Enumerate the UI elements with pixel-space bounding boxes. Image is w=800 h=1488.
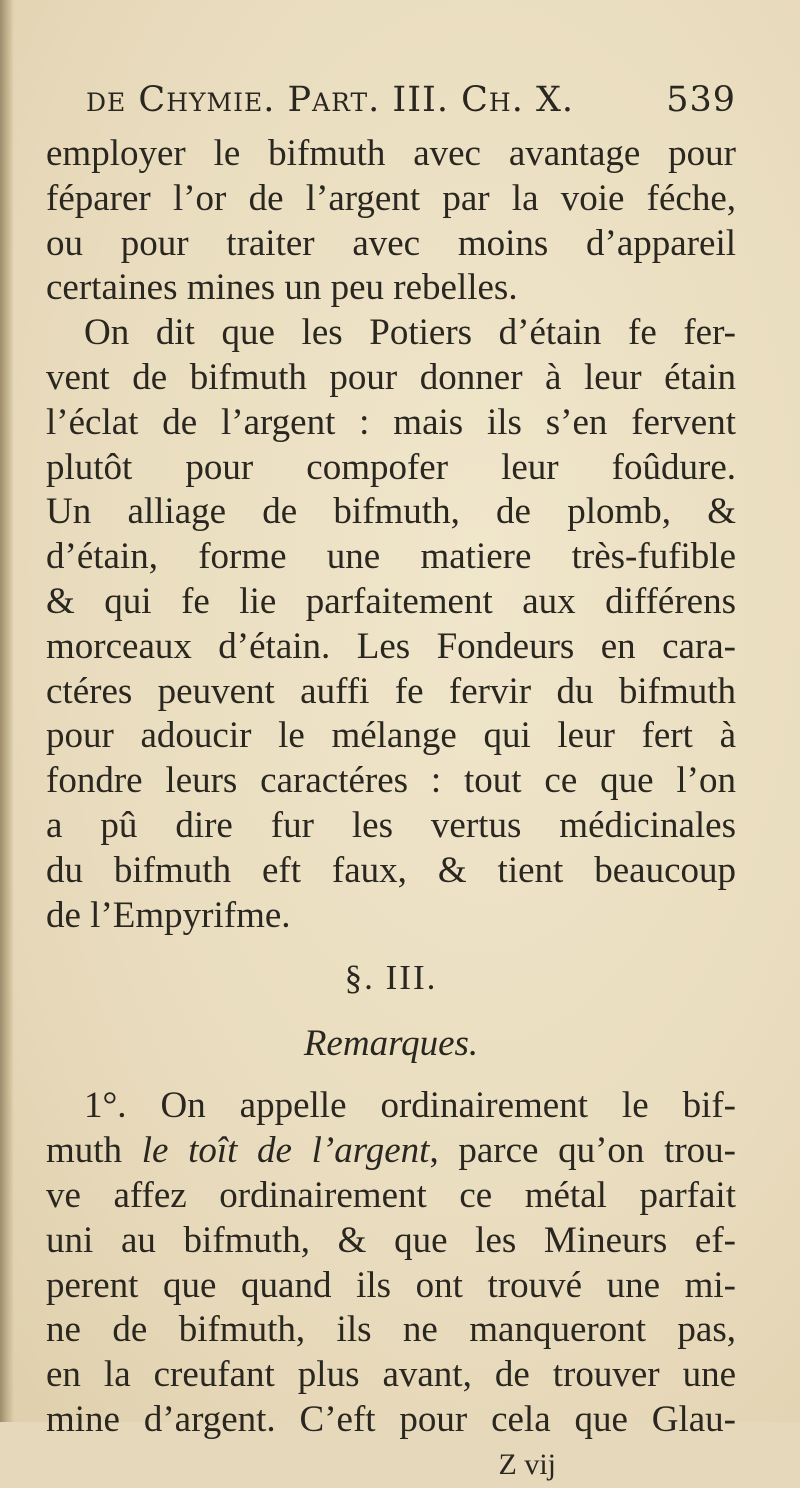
body-text: [46, 132, 736, 1488]
text-line: d’étain, forme une matiere très-fufible: [46, 536, 736, 578]
text-line: & qui fe lie parfaitement aux différens: [46, 580, 736, 622]
page-number: 539: [666, 80, 736, 120]
text-line: vent de bifmuth pour donner à leur étain: [46, 356, 736, 398]
text-line: l’éclat de l’argent : mais ils s’en fervent: [46, 401, 736, 443]
section-heading: Remarques.: [303, 1023, 479, 1065]
text-line: Un alliage de bifmuth, de plomb, &: [46, 491, 736, 533]
text-line: ve affez ordinairement ce métal parfait: [46, 1174, 736, 1216]
text-line: ou pour traiter avec moins d’appareil: [46, 222, 736, 264]
text-line: ctéres peuvent auffi fe fervir du bifmuth: [46, 670, 736, 712]
text-run: muth: [46, 1130, 142, 1172]
text-line: du bifmuth eft faux, & tient beaucoup: [46, 849, 736, 891]
running-header: [86, 80, 736, 132]
running-title: de Chymie. Part. III. Ch. X.: [86, 80, 574, 120]
text-line: fondre leurs caractéres : tout ce que l’on: [46, 760, 736, 802]
signature-mark: Z vij: [498, 1447, 556, 1481]
text-line: certaines mines un peu rebelles.: [46, 267, 518, 309]
text-line: uni au bifmuth, & que les Mineurs ef-: [46, 1219, 736, 1261]
text-line: pour adoucir le mélange qui leur fert à: [46, 715, 736, 757]
text-line: ne de bifmuth, ils ne manqueront pas,: [46, 1309, 736, 1351]
text-line: perent que quand ils ont trouvé une mi-: [46, 1264, 736, 1306]
text-line: employer le bifmuth avec avantage pour: [46, 133, 736, 174]
italic-phrase: le toît de l’argent: [141, 1130, 430, 1172]
text-line: [46, 1129, 736, 1174]
text-line: en la creufant plus avant, de trouver une: [46, 1354, 736, 1396]
text-line: morceaux d’étain. Les Fondeurs en cara-: [46, 625, 736, 667]
text-line: de l’Empyrifme.: [46, 894, 291, 936]
text-line: a pû dire fur les vertus médicinales: [46, 804, 736, 846]
page-spine-shadow: [0, 0, 14, 1422]
text-line: 1°. On appelle ordinairement le bif-: [84, 1085, 736, 1127]
section-mark: §. III.: [344, 958, 438, 998]
text-line: féparer l’or de l’argent par la voie féche,: [46, 177, 736, 219]
text-line: plutôt pour compofer leur foûdure.: [46, 446, 736, 488]
text-line: On dit que les Potiers d’étain fe fer-: [84, 312, 736, 354]
text-line: mine d’argent. C’eft pour cela que Glau-: [46, 1398, 736, 1440]
text-run: , parce qu’on trou-: [429, 1130, 736, 1172]
